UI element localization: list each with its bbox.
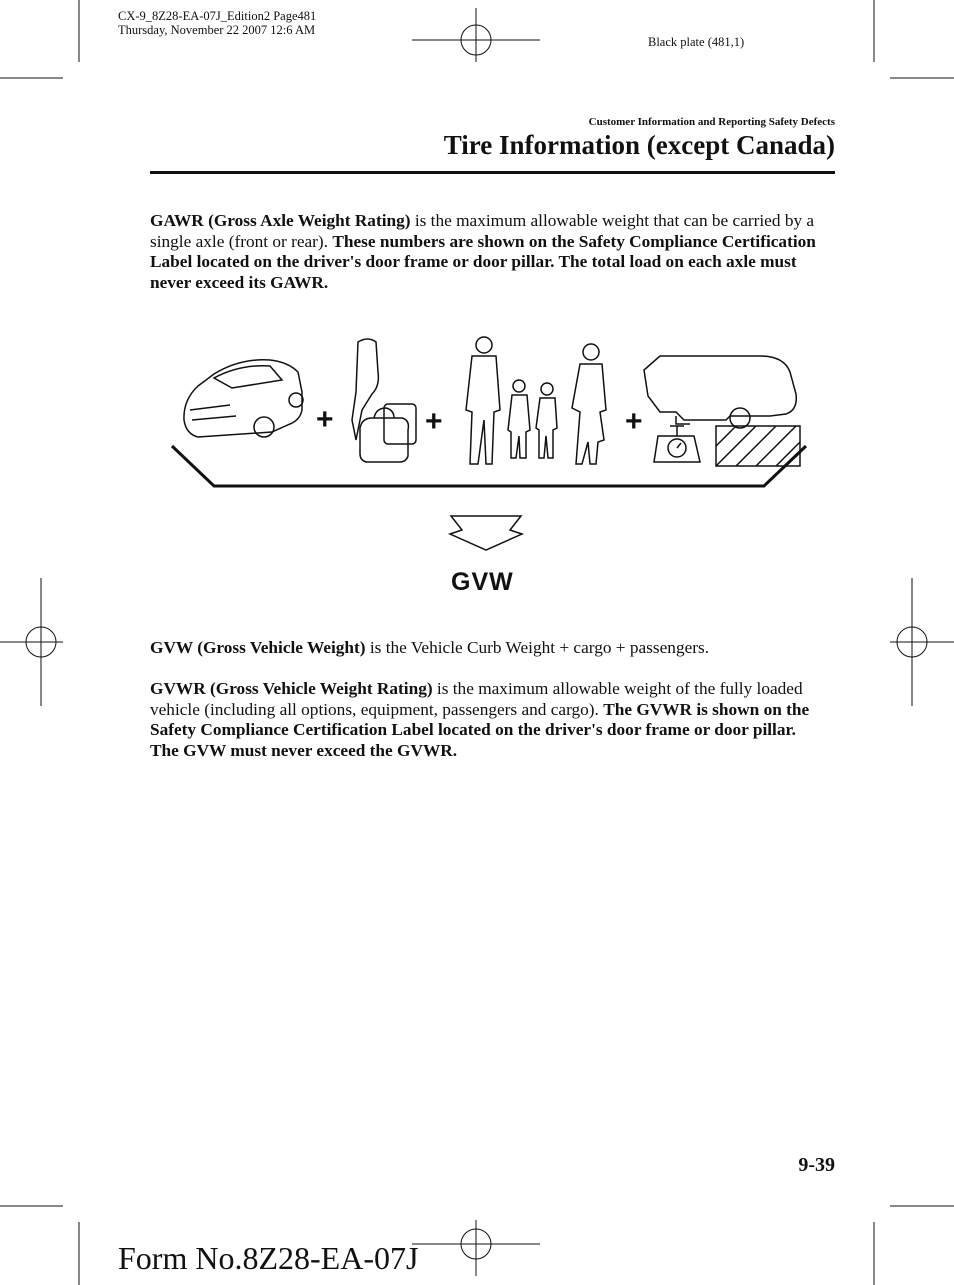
plus-sign-3: + (625, 405, 643, 438)
gawr-term: GAWR (Gross Axle Weight Rating) (150, 211, 411, 230)
form-number: Form No.8Z28-EA-07J (118, 1240, 419, 1276)
section-header: Customer Information and Reporting Safety Defects (588, 116, 835, 128)
figure-bracket (172, 446, 806, 486)
gvw-illustration (150, 330, 830, 570)
gvwr-term: GVWR (Gross Vehicle Weight Rating) (150, 679, 433, 698)
plus-sign-2: + (425, 405, 443, 438)
trailer-icon (644, 356, 796, 428)
cargo-icon (352, 339, 416, 462)
gawr-bold-text: These numbers are shown on the Safety Compliance Certification Label located on the driver's door frame or door pillar. The total load on each axle must never exceed its GAWR. (150, 231, 816, 292)
passengers-icon (466, 337, 606, 464)
plus-sign-1: + (316, 403, 334, 436)
vehicle-icon (184, 360, 303, 437)
print-file-line: CX-9_8Z28-EA-07J_Edition2 Page481 (118, 9, 317, 23)
gvwr-text: is the maximum allowable weight of the fully loaded vehicle (including all options, equipment, passengers and cargo). (150, 679, 803, 719)
plate-label: Black plate (481,1) (648, 35, 745, 49)
gvw-paragraph (150, 638, 840, 659)
down-arrow-icon (450, 516, 522, 550)
gvw-term: GVW (Gross Vehicle Weight) (150, 638, 366, 657)
page-number: 9-39 (798, 1154, 835, 1176)
gvwr-bold-text: The GVWR is shown on the Safety Compliance Certification Label located on the driver's door frame or door pillar. The GVW must never exceed the GVWR. (150, 699, 810, 760)
gvwr-paragraph (150, 679, 820, 761)
gvw-text: is the Vehicle Curb Weight + cargo + passengers. (365, 638, 710, 657)
gawr-text: is the maximum allowable weight that can be carried by a single axle (front or rear). (150, 211, 815, 251)
print-date-line: Thursday, November 22 2007 12:6 AM (118, 23, 316, 37)
gawr-paragraph (150, 211, 840, 293)
title-rule (150, 171, 835, 174)
gvw-label: GVW (451, 568, 514, 596)
page-title: Tire Information (except Canada) (443, 130, 835, 160)
ground-hatch (716, 426, 800, 466)
scale-icon (654, 426, 700, 462)
